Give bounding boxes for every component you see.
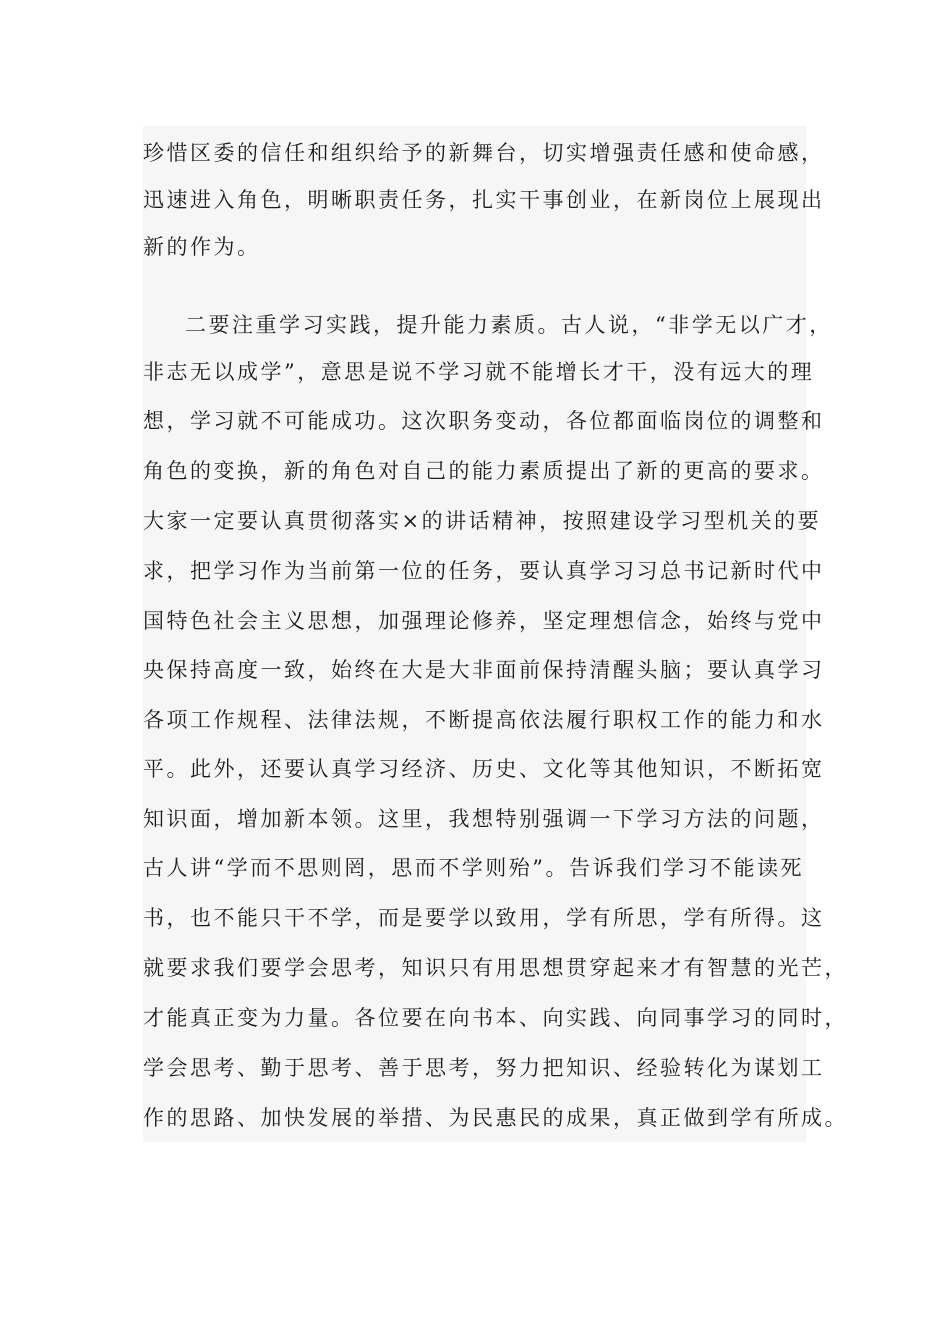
paragraph-line: 珍惜区委的信任和组织给予的新舞台，切实增强责任感和使命感，	[143, 141, 825, 165]
paragraph-line: 角色的变换，新的角色对自己的能力素质提出了新的更高的要求。	[143, 459, 825, 483]
paragraph-line: 才能真正变为力量。各位要在向书本、向实践、向同事学习的同时，	[143, 1006, 848, 1030]
paragraph-line: 作的思路、加快发展的举措、为民惠民的成果，真正做到学有所成。	[143, 1106, 848, 1130]
paragraph-line: 新的作为。	[143, 235, 261, 259]
paragraph-line: 求，把学习作为当前第一位的任务，要认真学习习总书记新时代中	[143, 559, 825, 583]
paragraph-line: 知识面，增加新本领。这里，我想特别强调一下学习方法的问题，	[143, 807, 825, 831]
paragraph-line: 平。此外，还要认真学习经济、历史、文化等其他知识，不断拓宽	[143, 757, 825, 781]
paragraph-line: 大家一定要认真贯彻落实×的讲话精神，按照建设学习型机关的要	[143, 509, 822, 533]
paragraph-line: 书，也不能只干不学，而是要学以致用，学有所思，学有所得。这	[143, 906, 825, 930]
paragraph-line: 古人讲“学而不思则罔，思而不学则殆”。告诉我们学习不能读死	[143, 856, 804, 880]
paragraph-line: 学会思考、勤于思考、善于思考，努力把知识、经验转化为谋划工	[143, 1056, 825, 1080]
paragraph-line: 非志无以成学”，意思是说不学习就不能增长才干，没有远大的理	[143, 360, 815, 384]
paragraph-line: 想，学习就不可能成功。这次职务变动，各位都面临岗位的调整和	[143, 409, 825, 433]
paragraph-line: 国特色社会主义思想，加强理论修养，坚定理想信念，始终与党中	[143, 609, 825, 633]
paragraph-line: 二要注重学习实践，提升能力素质。古人说，“非学无以广才，	[185, 313, 833, 337]
paragraph-line: 各项工作规程、法律法规，不断提高依法履行职权工作的能力和水	[143, 708, 825, 732]
paragraph-line: 迅速进入角色，明晰职责任务，扎实干事创业，在新岗位上展现出	[143, 188, 825, 212]
paragraph-line: 央保持高度一致，始终在大是大非面前保持清醒头脑；要认真学习	[143, 658, 825, 682]
paragraph-line: 就要求我们要学会思考，知识只有用思想贯穿起来才有智慧的光芒，	[143, 956, 848, 980]
